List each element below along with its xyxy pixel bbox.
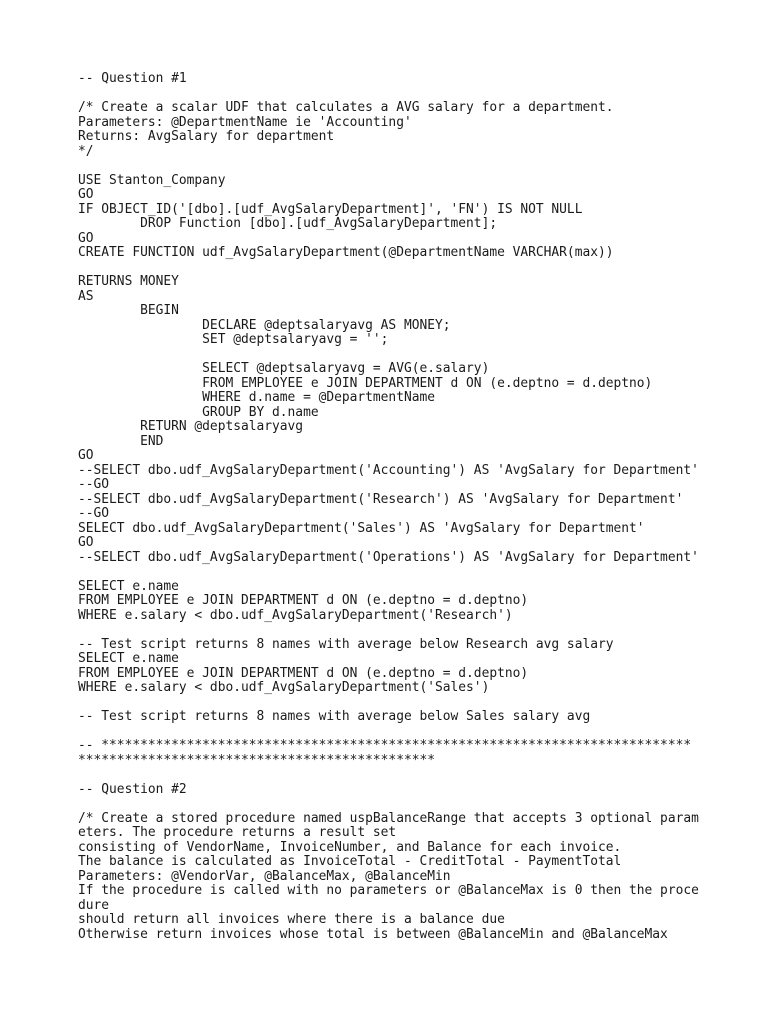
code-line: The balance is calculated as InvoiceTotal - CreditTotal - PaymentTotal: [78, 854, 622, 869]
code-line: --GO: [78, 506, 110, 521]
code-line: END: [78, 433, 164, 449]
code-line: CREATE FUNCTION udf_AvgSalaryDepartment(@DepartmentName VARCHAR(max)): [78, 245, 614, 260]
code-line: BEGIN: [78, 303, 179, 318]
code-line: IF OBJECT_ID('[dbo].[udf_AvgSalaryDepartment]', 'FN') IS NOT NULL: [78, 201, 583, 217]
code-line: GO: [78, 230, 94, 246]
code-line: [78, 623, 758, 638]
code-line: -- Question #1: [78, 71, 187, 86]
code-line: **********************************************: [78, 752, 435, 768]
code-line: */: [78, 143, 94, 159]
code-line: /* Create a stored procedure named uspBalanceRange that accepts 3 optional param: [78, 810, 699, 826]
code-line: --GO: [78, 477, 110, 492]
code-line: WHERE e.salary < dbo.udf_AvgSalaryDepartment('Research'): [78, 607, 513, 623]
code-line: eters. The procedure returns a result set: [78, 825, 397, 840]
code-line: SELECT dbo.udf_AvgSalaryDepartment('Sales') AS 'AvgSalary for Department': [78, 520, 645, 536]
code-line: -- Question #2: [78, 781, 187, 797]
code-line: --SELECT dbo.udf_AvgSalaryDepartment('Accounting') AS 'AvgSalary for Department': [78, 462, 699, 478]
code-line: /* Create a scalar UDF that calculates a AVG salary for a department.: [78, 100, 614, 115]
code-line: [78, 696, 758, 711]
code-line: -- Test script returns 8 names with average below Sales salary avg: [78, 709, 591, 724]
code-line: If the procedure is called with no parameters or @BalanceMax is 0 then the proce: [78, 883, 699, 898]
code-line: Otherwise return invoices whose total is between @BalanceMin and @BalanceMax: [78, 926, 668, 942]
code-line: -- Test script returns 8 names with average below Research avg salary: [78, 636, 614, 652]
code-line: [78, 768, 758, 783]
code-line: [78, 87, 758, 102]
code-line: Parameters: @DepartmentName ie 'Accounting': [78, 114, 412, 130]
code-line: consisting of VendorName, InvoiceNumber, and Balance for each invoice.: [78, 839, 622, 855]
code-line: SELECT @deptsalaryavg = AVG(e.salary): [78, 361, 490, 376]
code-line: [78, 725, 758, 740]
code-line: SELECT e.name: [78, 578, 179, 594]
code-line: [78, 797, 758, 812]
code-line: [78, 261, 758, 276]
code-line: DROP Function [dbo].[udf_AvgSalaryDepartment];: [78, 216, 498, 231]
code-line: WHERE e.salary < dbo.udf_AvgSalaryDepartment('Sales'): [78, 680, 490, 695]
code-line: AS: [78, 288, 94, 304]
code-line: [78, 565, 758, 580]
code-line: GO: [78, 448, 94, 463]
code-line: --SELECT dbo.udf_AvgSalaryDepartment('Operations') AS 'AvgSalary for Department': [78, 549, 699, 565]
code-line: [78, 348, 758, 363]
code-line: FROM EMPLOYEE e JOIN DEPARTMENT d ON (e.deptno = d.deptno): [78, 593, 529, 608]
code-line: should return all invoices where there is a balance due: [78, 912, 505, 927]
code-line: WHERE d.name = @DepartmentName: [78, 390, 435, 405]
code-line: GO: [78, 535, 94, 550]
code-line: RETURN @deptsalaryavg: [78, 419, 304, 434]
code-line: [78, 159, 758, 174]
code-line: RETURNS MONEY: [78, 274, 179, 289]
code-line: Returns: AvgSalary for department: [78, 129, 335, 144]
code-line: dure: [78, 897, 110, 913]
code-line: Parameters: @VendorVar, @BalanceMax, @BalanceMin: [78, 868, 451, 884]
code-line: -- ****************************************************************************: [78, 738, 692, 753]
code-line: DECLARE @deptsalaryavg AS MONEY;: [78, 317, 451, 333]
code-line: SET @deptsalaryavg = '';: [78, 332, 389, 347]
sql-code-listing: [78, 72, 758, 942]
code-line: --SELECT dbo.udf_AvgSalaryDepartment('Research') AS 'AvgSalary for Department': [78, 491, 684, 507]
code-line: GO: [78, 187, 94, 202]
code-line: USE Stanton_Company: [78, 172, 226, 188]
code-line: SELECT e.name: [78, 651, 179, 666]
code-line: FROM EMPLOYEE e JOIN DEPARTMENT d ON (e.deptno = d.deptno): [78, 375, 653, 391]
code-line: FROM EMPLOYEE e JOIN DEPARTMENT d ON (e.deptno = d.deptno): [78, 665, 529, 681]
code-line: GROUP BY d.name: [78, 404, 319, 420]
